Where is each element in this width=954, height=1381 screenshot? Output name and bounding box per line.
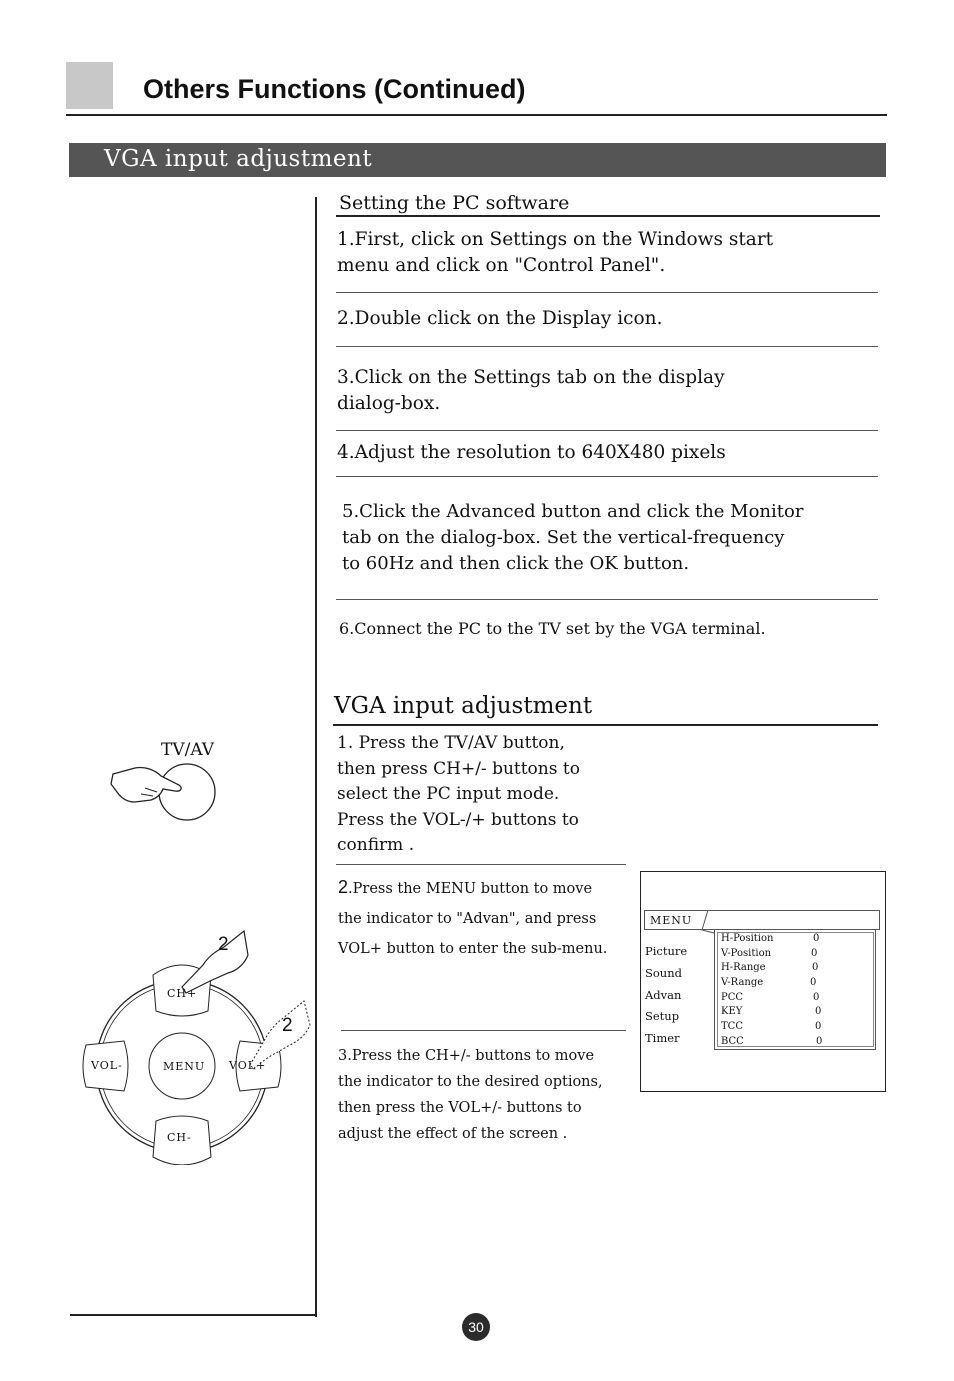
- osd-item-advan: Advan: [645, 988, 682, 1002]
- header-tab-square: [66, 62, 113, 109]
- step-divider: [336, 599, 878, 600]
- step-divider: [336, 430, 878, 431]
- osd-sub-label: V-Range: [721, 977, 764, 988]
- callout-step-2-top: 2: [218, 934, 229, 955]
- osd-sub-value: 0: [812, 962, 819, 973]
- software-step-1: 1.First, click on Settings on the Windows start menu and click on "Control Panel".: [337, 229, 774, 276]
- osd-item-setup: Setup: [645, 1009, 680, 1023]
- remote-control-diagram: [78, 915, 318, 1165]
- osd-sub-value: 0: [813, 992, 820, 1003]
- software-step-6: 6.Connect the PC to the TV set by the VGA terminal.: [339, 619, 766, 638]
- osd-sub-value: 0: [810, 977, 817, 988]
- vga-step-3: 3.Press the CH+/- buttons to move the indicator to the desired options, then press the VOL+/- buttons to adjust the effect of the screen .: [338, 1048, 603, 1142]
- software-step-4: 4.Adjust the resolution to 640X480 pixels: [337, 442, 726, 463]
- page-title: Others Functions (Continued): [143, 74, 526, 104]
- section-bar-title: VGA input adjustment: [104, 146, 373, 172]
- osd-sub-label: V-Position: [721, 948, 772, 959]
- osd-sub-label: PCC: [721, 992, 744, 1003]
- osd-sub-label: KEY: [721, 1006, 743, 1017]
- menu-button-label: MENU: [163, 1060, 206, 1073]
- osd-item-picture: Picture: [645, 944, 688, 958]
- ch-plus-button-label: CH+: [167, 987, 198, 1000]
- step-divider: [336, 346, 878, 347]
- osd-sub-label: H-Position: [721, 933, 774, 944]
- page-number: 30: [462, 1313, 490, 1341]
- step-divider: [336, 864, 626, 865]
- software-step-3: 3.Click on the Settings tab on the display dialog-box.: [337, 367, 725, 414]
- step-divider: [336, 292, 878, 293]
- tvav-label: TV/AV: [161, 740, 215, 760]
- osd-sub-value: 0: [815, 1006, 822, 1017]
- osd-sub-label: BCC: [721, 1036, 744, 1047]
- vga-step-2: 2.Press the MENU button to move the indicator to "Advan", and press VOL+ button to enter the sub-menu.: [338, 877, 608, 957]
- vol-minus-button-label: VOL-: [91, 1059, 123, 1072]
- software-heading: Setting the PC software: [339, 192, 570, 214]
- tvav-button-hand-icon: [105, 758, 225, 828]
- callout-step-2-right: 2: [282, 1015, 293, 1036]
- osd-sub-value: 0: [816, 1036, 823, 1047]
- vga-heading: VGA input adjustment: [334, 693, 593, 719]
- vol-plus-button-label: VOL+: [229, 1059, 267, 1072]
- osd-sub-value: 0: [815, 1021, 822, 1032]
- title-divider: [66, 114, 887, 116]
- vga-step-1: 1. Press the TV/AV button, then press CH+/- buttons to select the PC input mode. Press the VOL-/+ buttons to confirm .: [337, 733, 580, 855]
- software-step-5: 5.Click the Advanced button and click the Monitor tab on the dialog-box. Set the vertical-frequency to 60Hz and then click the OK button.: [342, 501, 804, 574]
- step-divider: [336, 476, 878, 477]
- bottom-divider: [70, 1314, 316, 1316]
- software-heading-rule: [336, 215, 880, 217]
- osd-sub-label: TCC: [721, 1021, 743, 1032]
- vga-heading-rule: [333, 724, 878, 726]
- osd-menu-label: MENU: [650, 914, 693, 927]
- osd-item-sound: Sound: [645, 966, 682, 980]
- software-step-2: 2.Double click on the Display icon.: [337, 308, 663, 329]
- osd-sub-label: H-Range: [721, 962, 766, 973]
- osd-sub-value: 0: [811, 948, 818, 959]
- osd-item-timer: Timer: [645, 1031, 680, 1045]
- ch-minus-button-label: CH-: [167, 1131, 192, 1144]
- osd-sub-value: 0: [813, 933, 820, 944]
- step-divider: [341, 1030, 626, 1031]
